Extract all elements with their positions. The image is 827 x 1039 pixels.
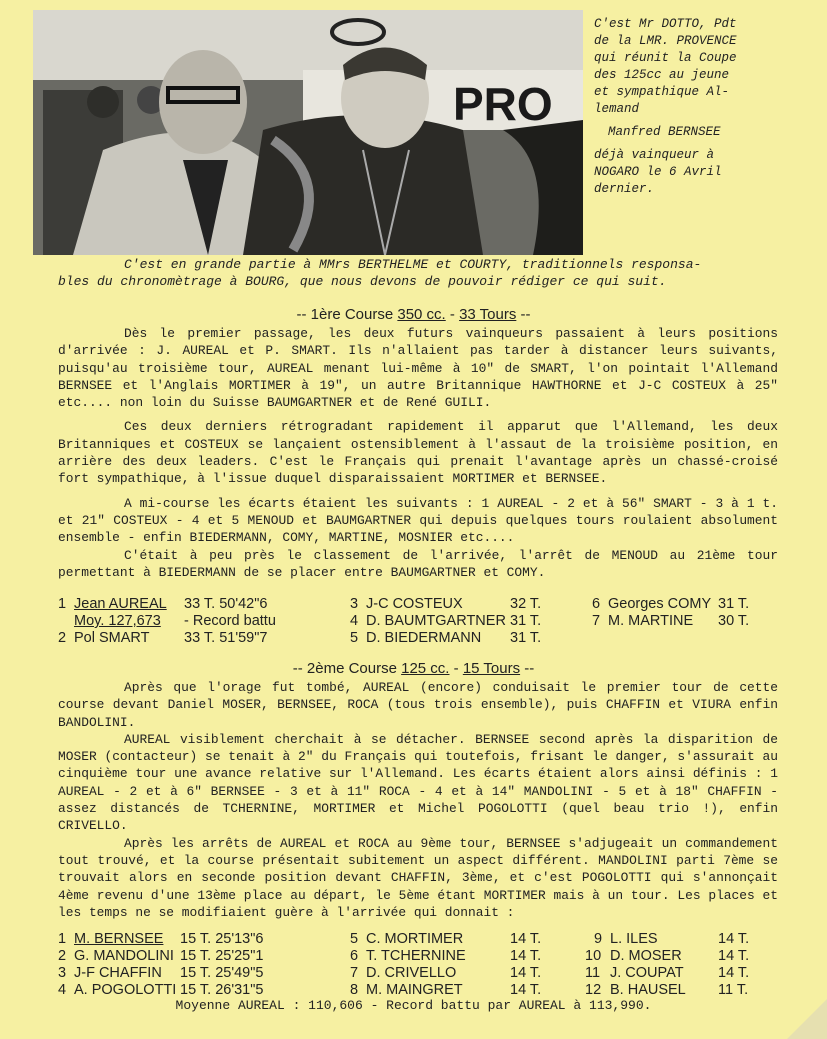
caption-line: qui réunit la Coupe [594, 51, 737, 65]
result-name: J-F CHAFFIN [74, 965, 162, 981]
result-name: G. MANDOLINI [74, 948, 174, 964]
race2-heading-pre: -- 2ème Course [292, 660, 402, 677]
result-time: 15 T. 26'31"5 [180, 982, 264, 998]
result-pos: 3 [350, 596, 359, 612]
race1-heading-pre: -- 1ère Course [296, 306, 398, 323]
result-time: 14 T. [510, 931, 542, 947]
caption-line: C'est Mr DOTTO, Pdt [594, 17, 737, 31]
result-pos: 1 [58, 931, 67, 947]
race2-heading [0, 660, 827, 677]
result-name: B. HAUSEL [610, 982, 686, 998]
result-time: 31 T. [510, 630, 542, 646]
result-name: D. MOSER [610, 948, 682, 964]
result-record: - Record battu [184, 613, 276, 629]
result-pos: 11 [585, 965, 601, 981]
result-pos: 2 [58, 630, 67, 646]
race1-heading-post: -- [516, 306, 531, 323]
race1-paragraph-1: Dès le premier passage, les deux futurs vainqueurs passaient à leurs positions d'arrivée : J. AUREAL et P. SMART. Ils n'allaient pas tarder à distancer leurs suivants, puisqu'au troisième tour, AUREAL menant lui-même à 10" de SMART, l'on pointait l'Allemand BERNSEE et l'Anglais MORTIMER à 19", un autre Britannique HAWTHORNE et J-C COSTEUX à 25" etc.... non loin du Suisse BAUMGARTNER et de René GUILI. [58, 326, 778, 411]
result-name: D. CRIVELLO [366, 965, 457, 981]
race2-paragraph-3: Après les arrêts de AUREAL et ROCA au 9ème tour, BERNSEE s'adjugeait un commandement tout trouvé, et la course présentait subitement un aspect différent. MANDOLINI parti 7ème se trouvait alors en seconde position devant CHAFFIN, 3ème, et c'est POGOLOTTI qui s'annonçait 4ème revenu d'une 13ème place au départ, le 5ème étant MORTIMER mais à un tour. Les places et les temps ne se modifiaient guère à l'arrivée qui donnait : [58, 835, 778, 920]
race2-paragraph-1: Après que l'orage fut tombé, AUREAL (encore) conduisait le premier tour de cette course devant Daniel MOSER, BERNSEE, ROCA (tous trois ensemble), puis CHAFFIN et VIURA enfin BANDOLINI. [58, 680, 778, 730]
result-time: 33 T. 50'42"6 [184, 596, 268, 612]
caption-line: lemand [594, 102, 640, 116]
race2-heading-post: -- [520, 660, 535, 677]
result-name: Jean AUREAL [74, 596, 167, 612]
banner-sign-text: PRO [453, 78, 553, 130]
result-time: 15 T. 25'49"5 [180, 965, 264, 981]
race1-heading-cc: 350 cc. [397, 306, 446, 323]
result-average: Moy. 127,673 [74, 613, 161, 629]
race1-heading-laps: 33 Tours [459, 306, 517, 323]
result-time: 14 T. [510, 965, 542, 981]
intro-line-2: bles du chronomètrage à BOURG, que nous devons de pouvoir rédiger ce qui suit. [58, 274, 667, 289]
result-time: 32 T. [510, 596, 542, 612]
result-time: 31 T. [718, 596, 750, 612]
caption-line: et sympathique Al- [594, 85, 730, 99]
intro-line-1: C'est en grande partie à MMrs BERTHELME et COURTY, traditionnels responsa- [124, 257, 702, 272]
result-name: D. BAUMTGARTNER [366, 613, 506, 629]
result-name: Georges COMY [608, 596, 712, 612]
result-name: M. MARTINE [608, 613, 694, 629]
result-name: Pol SMART [74, 630, 150, 646]
result-pos: 4 [58, 982, 67, 998]
result-time: 33 T. 51'59"7 [184, 630, 268, 646]
result-pos: 1 [58, 596, 67, 612]
result-pos: 5 [350, 630, 359, 646]
result-pos: 6 [350, 948, 359, 964]
race2-text [58, 679, 778, 921]
result-time: 14 T. [510, 948, 542, 964]
result-name: T. TCHERNINE [366, 948, 466, 964]
race1-heading [0, 306, 827, 323]
caption-line: déjà vainqueur à [594, 148, 715, 162]
race2-heading-mid: - [449, 660, 463, 677]
result-name: M. BERNSEE [74, 931, 164, 947]
photo-caption [594, 16, 794, 198]
caption-rider-name: Manfred BERNSEE [608, 125, 721, 139]
result-pos: 3 [58, 965, 67, 981]
result-time: 14 T. [510, 982, 542, 998]
folded-corner [787, 999, 827, 1039]
result-time: 14 T. [718, 948, 750, 964]
race1-text [58, 325, 778, 581]
race1-paragraph-2: Ces deux derniers rétrogradant rapidement il apparut que l'Allemand, les deux Britanniques et COSTEUX se lançaient ostensiblement à l'assaut de la troisième position, en arrière des deux leaders. C'est le Français qui prenait l'avantage après un chassé-croisé fort sympathique, à l'issue duquel disparaissaient MORTIMER et BERNSEE. [58, 419, 778, 487]
result-time: 11 T. [718, 982, 749, 998]
result-pos: 10 [585, 948, 602, 964]
result-pos: 4 [350, 613, 359, 629]
result-time: 15 T. 25'13"6 [180, 931, 264, 947]
intro-paragraph [58, 256, 778, 290]
caption-line: de la LMR. PROVENCE [594, 34, 737, 48]
result-name: L. ILES [610, 931, 658, 947]
result-time: 14 T. [718, 931, 750, 947]
result-pos: 7 [592, 613, 601, 629]
race1-paragraph-3: A mi-course les écarts étaient les suivants : 1 AUREAL - 2 et à 56" SMART - 3 à 1 t. et 21" COSTEUX - 4 et 5 MENOUD et BAUMGARTNER qui depuis quelques tours roulaient absolument ensemble - enfin BIEDERMANN, COMY, MARTINE, MOSNIER etc.... [58, 495, 778, 546]
result-name: J. COUPAT [610, 965, 684, 981]
race-photo [33, 10, 583, 255]
race1-paragraph-4: C'était à peu près le classement de l'arrivée, l'arrêt de MENOUD au 21ème tour permettant à BIEDERMANN de se placer entre BAUMGARTNER et COMY. [58, 547, 778, 580]
result-name: D. BIEDERMANN [366, 630, 482, 646]
result-pos: 9 [594, 931, 603, 947]
result-pos: 8 [350, 982, 359, 998]
result-time: 14 T. [718, 965, 750, 981]
caption-line: NOGARO le 6 Avril [594, 165, 722, 179]
race1-heading-mid: - [445, 306, 460, 323]
result-name: C. MORTIMER [366, 931, 464, 947]
result-name: J-C COSTEUX [366, 596, 463, 612]
result-time: 30 T. [718, 613, 750, 629]
race2-paragraph-2: AUREAL visiblement cherchait à se détacher. BERNSEE second après la disparition de MOSER (contacteur) se tenait à 2" du Français qui toutefois, frisant le danger, s'assurait au cinquième tour une avance relative sur l'Allemand. Les écarts étaient alors ainsi définis : 1 AUREAL - 2 et à 6" BERNSEE - 3 et à 11" ROCA - 4 et à 14" MANDOLINI - 5 et à 18" CHAFFIN - assez distancés de TCHERNINE, MORTIMER et Michel POGOLOTTI (quel beau trio !), enfin CRIVELLO. [58, 731, 778, 834]
result-pos: 7 [350, 965, 359, 981]
race2-footer: Moyenne AUREAL : 110,606 - Record battu par AUREAL à 113,990. [175, 998, 652, 1013]
caption-line: dernier. [594, 182, 655, 196]
caption-line: des 125cc au jeune [594, 68, 730, 82]
result-name: M. MAINGRET [366, 982, 463, 998]
result-name: A. POGOLOTTI [74, 982, 177, 998]
race2-heading-cc: 125 cc. [401, 660, 450, 677]
result-pos: 2 [58, 948, 67, 964]
result-pos: 12 [585, 982, 602, 998]
race2-heading-laps: 15 Tours [462, 660, 521, 677]
result-time: 15 T. 25'25"1 [180, 948, 264, 964]
result-pos: 6 [592, 596, 601, 612]
result-pos: 5 [350, 931, 359, 947]
result-time: 31 T. [510, 613, 542, 629]
